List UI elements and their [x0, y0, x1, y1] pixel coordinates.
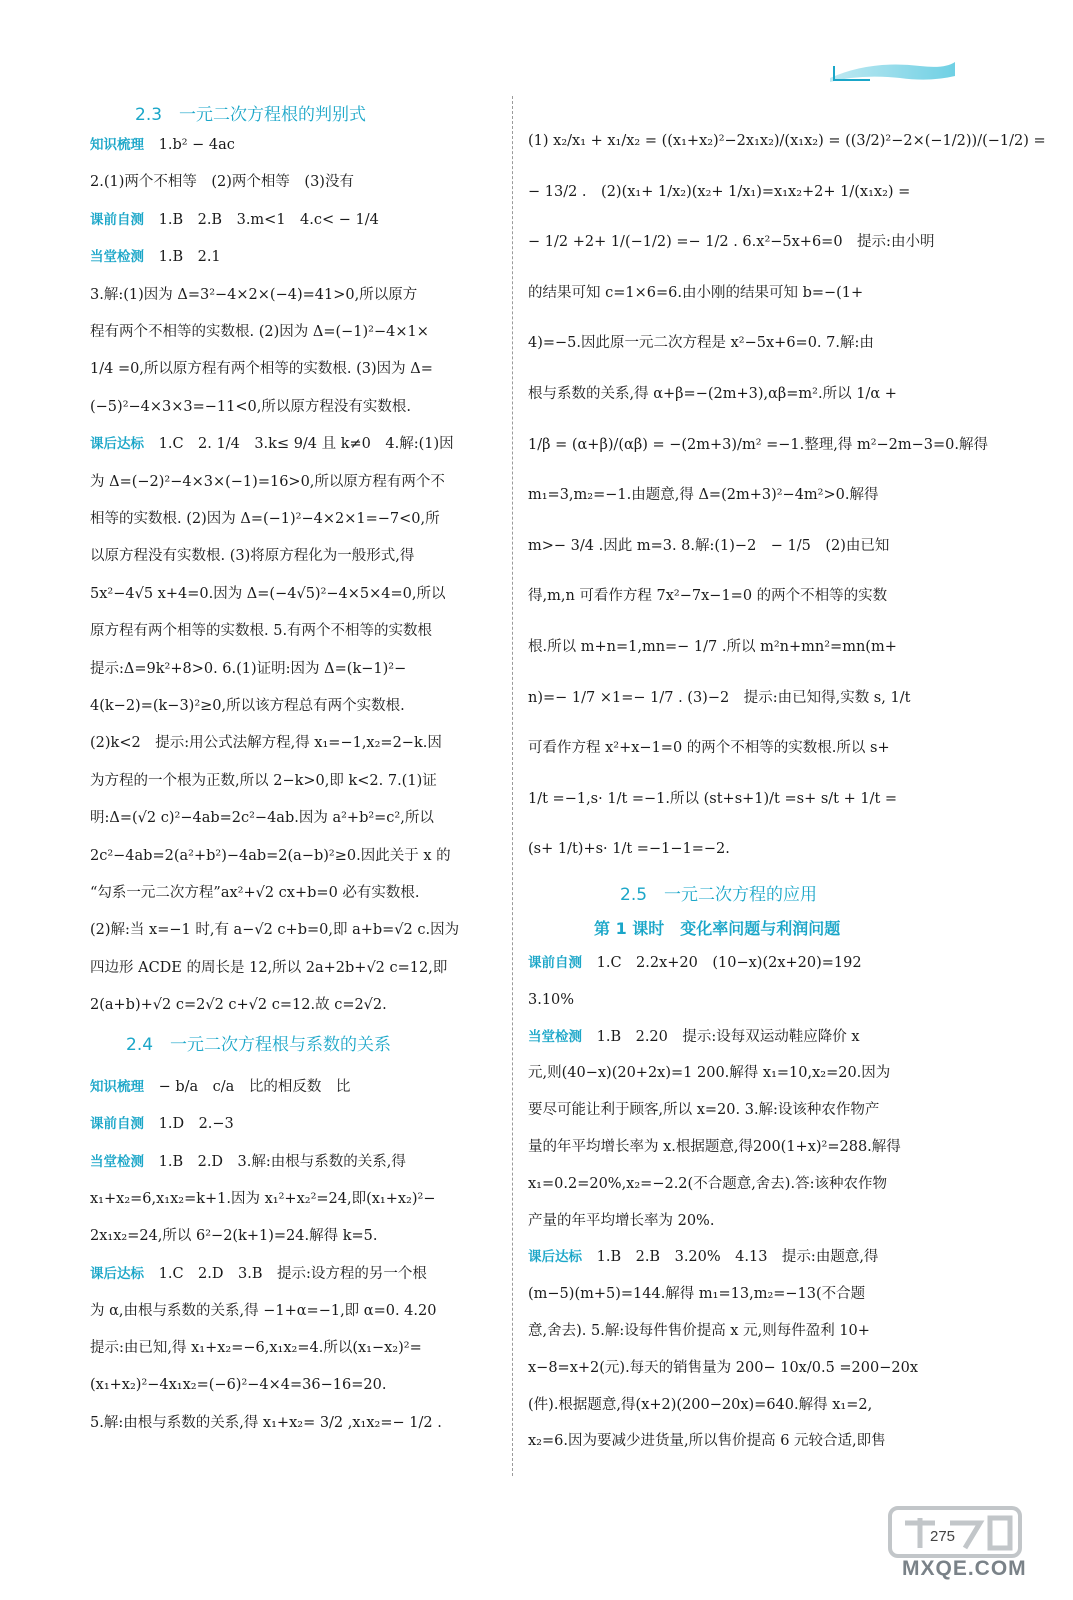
- watermark-text: MXQE.COM: [902, 1557, 1027, 1580]
- answer-line: [90, 1374, 386, 1396]
- answer-text: 提示:由已知,得 x₁+x₂=−6,x₁x₂=4.所以(x₁−x₂)²=: [90, 1340, 422, 1357]
- answer-text: “勾系一元二次方程”ax²+√2 cx+b=0 必有实数根.: [90, 885, 420, 901]
- answer-line: [90, 1300, 436, 1322]
- answer-text: m>− 3/4 .因此 m=3. 8.解:(1)−2 − 1/5 (2)由已知: [528, 537, 890, 554]
- answer-text: 明:Δ=(√2 c)²−4ab=2c²−4ab.因为 a²+b²=c²,所以: [90, 810, 434, 827]
- answer-line: [528, 130, 1046, 152]
- answer-line: [90, 1225, 378, 1247]
- answer-text: 1.B 2.D 3.解:由根与系数的关系,得: [154, 1153, 406, 1170]
- section-tag: 知识梳理: [90, 1079, 144, 1095]
- answer-text: 为方程的一个根为正数,所以 2−k>0,即 k<2. 7.(1)证: [90, 772, 437, 789]
- answer-text: x−8=x+2(元).每天的销售量为 200− 10x/0.5 =200−20x: [528, 1359, 919, 1376]
- answer-text: 2(a+b)+√2 c=2√2 c+√2 c=12.故 c=2√2.: [90, 997, 387, 1014]
- answer-line: [90, 1113, 234, 1135]
- answer-line: [528, 737, 890, 759]
- answer-line: [90, 321, 429, 343]
- answer-line: [90, 171, 354, 193]
- answer-text: 1.D 2.−3: [154, 1116, 234, 1133]
- answer-text: (x₁+x₂)²−4x₁x₂=(−6)²−4×4=36−16=20.: [90, 1377, 387, 1394]
- answer-text: 提示:Δ=9k²+8>0. 6.(1)证明:因为 Δ=(k−1)²−: [90, 660, 407, 677]
- answer-text: 1/β = (α+β)/(αβ) = −(2m+3)/m² =−1.整理,得 m²−2m−3=0.解得: [528, 436, 989, 453]
- answer-line: [90, 882, 420, 904]
- answer-text: 3.10%: [528, 991, 575, 1008]
- answer-line: [90, 246, 221, 268]
- answer-text: 根.所以 m+n=1,mn=− 1/7 .所以 m²n+mn²=mn(m+: [528, 639, 897, 655]
- answer-text: 量的年平均增长率为 x.根据题意,得200(1+x)²=288.解得: [528, 1139, 901, 1155]
- answer-text: 根与系数的关系,得 α+β=−(2m+3),αβ=m².所以 1/α +: [528, 386, 897, 402]
- answer-line: [90, 1151, 406, 1173]
- answer-text: 元,则(40−x)(20+2x)=1 200.解得 x₁=10,x₂=20.因为: [528, 1065, 891, 1082]
- answer-line: [528, 1283, 865, 1305]
- answer-line: [90, 134, 235, 156]
- answer-text: 1.C 2. 1/4 3.k≤ 9/4 且 k≠0 4.解:(1)因: [154, 436, 454, 453]
- answer-line: [90, 358, 433, 380]
- answer-line: [528, 1394, 872, 1416]
- answer-line: [528, 687, 910, 709]
- page-number: 275: [930, 1528, 956, 1545]
- section-title-2-5: 2.5 一元二次方程的应用: [620, 885, 818, 905]
- answer-line: [90, 508, 440, 530]
- section-tag: 课前自测: [528, 955, 582, 971]
- answer-text: 1.C 2.2x+20 (10−x)(2x+20)=192: [592, 955, 862, 971]
- answer-text: 5.解:由根与系数的关系,得 x₁+x₂= 3/2 ,x₁x₂=− 1/2 .: [90, 1414, 442, 1431]
- answer-line: [90, 732, 442, 754]
- answer-line: [90, 209, 379, 231]
- answer-text: 1.B 2.B 3.20% 4.13 提示:由题意,得: [592, 1249, 879, 1266]
- answer-line: [90, 1337, 422, 1359]
- answer-text: 1.C 2.D 3.B 提示:设方程的另一个根: [154, 1265, 427, 1282]
- answer-line: [90, 583, 446, 605]
- answer-text: 程有两个不相等的实数根. (2)因为 Δ=(−1)²−4×1×: [90, 324, 429, 340]
- answer-text: (1) x₂/x₁ + x₁/x₂ = ((x₁+x₂)²−2x₁x₂)/(x₁x₂) = ((3/2)²−2×(−1/2))/(−1/2) =: [528, 133, 1046, 149]
- section-title-2-4: 2.4 一元二次方程根与系数的关系: [126, 1035, 392, 1055]
- section-tag: 课后达标: [528, 1249, 582, 1266]
- answer-text: x₁=0.2=20%,x₂=−2.2(不合题意,舍去).答:该种农作物: [528, 1175, 887, 1192]
- answer-line: [528, 1357, 918, 1379]
- answer-text: 2c²−4ab=2(a²+b²)−4ab=2(a−b)²≥0.因此关于 x 的: [90, 847, 451, 864]
- answer-text: 4)=−5.因此原一元二次方程是 x²−5x+6=0. 7.解:由: [528, 335, 874, 352]
- answer-line: [528, 585, 887, 607]
- answer-line: [528, 788, 897, 810]
- answer-line: [528, 1026, 860, 1048]
- answer-text: 为 Δ=(−2)²−4×3×(−1)=16>0,所以原方程有两个不: [90, 473, 445, 490]
- section-tag: 当堂检测: [90, 249, 144, 266]
- answer-text: 原方程有两个相等的实数根. 5.有两个不相等的实数根: [90, 623, 433, 640]
- answer-line: [528, 181, 910, 203]
- answer-text: 2x₁x₂=24,所以 6²−2(k+1)=24.解得 k=5.: [90, 1228, 378, 1245]
- answer-line: [90, 284, 417, 306]
- answer-text: 1.B 2.B 3.m<1 4.c< − 1/4: [154, 211, 379, 228]
- answer-line: [90, 658, 406, 680]
- answer-text: 1.B 2.1: [154, 249, 221, 266]
- lesson-title: 第 1 课时 变化率问题与利润问题: [594, 919, 841, 938]
- answer-line: [90, 695, 405, 717]
- answer-text: (m−5)(m+5)=144.解得 m₁=13,m₂=−13(不合题: [528, 1286, 866, 1303]
- answer-line: [90, 919, 459, 941]
- answer-text: 1/4 =0,所以原方程有两个相等的实数根. (3)因为 Δ=: [90, 361, 433, 378]
- answer-line: [528, 636, 897, 658]
- answer-text: 产量的年平均增长率为 20%.: [528, 1212, 715, 1229]
- answer-line: [90, 994, 387, 1016]
- answer-line: [528, 838, 730, 860]
- answer-line: [528, 332, 874, 354]
- answer-line: [90, 957, 447, 979]
- section-title-2-3: 2.3 一元二次方程根的判别式: [135, 105, 367, 125]
- answer-line: [528, 383, 897, 405]
- answer-line: [90, 545, 414, 567]
- answer-line: [528, 1320, 870, 1342]
- answer-line: [528, 484, 878, 506]
- answer-line: [528, 535, 889, 557]
- answer-text: − 1/2 +2+ 1/(−1/2) =− 1/2 . 6.x²−5x+6=0 提示:由小明: [528, 234, 935, 251]
- answer-line: [90, 396, 411, 418]
- column-divider: [512, 96, 513, 1476]
- answer-text: (−5)²−4×3×3=−11<0,所以原方程没有实数根.: [90, 398, 411, 415]
- answer-line: [528, 1173, 887, 1195]
- section-tag: 课后达标: [90, 1265, 144, 1282]
- answer-text: 1.B 2.20 提示:设每双运动鞋应降价 x: [592, 1028, 860, 1045]
- answer-text: 可看作方程 x²+x−1=0 的两个不相等的实数根.所以 s+: [528, 740, 890, 757]
- section-tag: 课前自测: [90, 211, 144, 228]
- answer-line: [528, 1136, 901, 1158]
- answer-text: 以原方程没有实数根. (3)将原方程化为一般形式,得: [90, 548, 415, 565]
- answer-text: m₁=3,m₂=−1.由题意,得 Δ=(2m+3)²−4m²>0.解得: [528, 487, 879, 504]
- answer-line: [90, 471, 445, 493]
- answer-text: 的结果可知 c=1×6=6.由小刚的结果可知 b=−(1+: [528, 284, 864, 301]
- answer-text: 2.(1)两个不相等 (2)两个相等 (3)没有: [90, 174, 354, 191]
- answer-line: [528, 1099, 879, 1121]
- answer-line: [528, 1210, 714, 1232]
- answer-text: 相等的实数根. (2)因为 Δ=(−1)²−4×2×1=−7<0,所: [90, 511, 440, 527]
- section-tag: 课前自测: [90, 1116, 144, 1133]
- answer-text: 5x²−4√5 x+4=0.因为 Δ=(−4√5)²−4×5×4=0,所以: [90, 585, 446, 602]
- answer-text: 4(k−2)=(k−3)²≥0,所以该方程总有两个实数根.: [90, 698, 405, 714]
- answer-line: [90, 620, 432, 642]
- answer-text: x₂=6.因为要减少进货量,所以售价提高 6 元较合适,即售: [528, 1433, 886, 1450]
- answer-text: (2)k<2 提示:用公式法解方程,得 x₁=−1,x₂=2−k.因: [90, 735, 442, 752]
- answer-text: 意,舍去). 5.解:设每件售价提高 x 元,则每件盈利 10+: [528, 1323, 870, 1339]
- answer-text: 1/t =−1,s· 1/t =−1.所以 (st+s+1)/t =s+ s/t + 1/t =: [528, 790, 898, 807]
- answer-line: [90, 807, 434, 829]
- section-tag: 当堂检测: [528, 1028, 582, 1045]
- section-tag: 当堂检测: [90, 1153, 144, 1170]
- answer-text: − b/a c/a 比的相反数 比: [154, 1079, 351, 1095]
- answer-line: [528, 1246, 878, 1268]
- answer-text: n)=− 1/7 ×1=− 1/7 . (3)−2 提示:由已知得,实数 s, 1/t: [528, 689, 911, 706]
- answer-line: [528, 989, 574, 1011]
- answer-text: 3.解:(1)因为 Δ=3²−4×2×(−4)=41>0,所以原方: [90, 286, 418, 303]
- section-tag: 知识梳理: [90, 137, 144, 153]
- answer-text: (s+ 1/t)+s· 1/t =−1−1=−2.: [528, 841, 730, 858]
- answer-text: 得,m,n 可看作方程 7x²−7x−1=0 的两个不相等的实数: [528, 588, 888, 605]
- answer-line: [90, 770, 437, 792]
- answer-line: [90, 1188, 436, 1210]
- answer-text: 为 α,由根与系数的关系,得 −1+α=−1,即 α=0. 4.20: [90, 1302, 437, 1319]
- answer-text: (件).根据题意,得(x+2)(200−20x)=640.解得 x₁=2,: [528, 1396, 873, 1413]
- answer-text: x₁+x₂=6,x₁x₂=k+1.因为 x₁²+x₂²=24,即(x₁+x₂)²−: [90, 1190, 436, 1207]
- left-column: [90, 0, 500, 1600]
- answer-line: [528, 434, 988, 456]
- answer-line: [528, 952, 862, 974]
- answer-line: [528, 1430, 886, 1452]
- section-tag: 课后达标: [90, 436, 144, 453]
- answer-text: 四边形 ACDE 的周长是 12,所以 2a+2b+√2 c=12,即: [90, 959, 448, 976]
- answer-text: (2)解:当 x=−1 时,有 a−√2 c+b=0,即 a+b=√2 c.因为: [90, 922, 460, 939]
- answer-text: 1.b² − 4ac: [154, 137, 235, 153]
- answer-line: [90, 1076, 350, 1098]
- answer-line: [90, 845, 451, 867]
- answer-line: [528, 231, 934, 253]
- answer-line: [90, 433, 454, 455]
- answer-line: [90, 1263, 427, 1285]
- answer-line: [528, 282, 863, 304]
- answer-text: − 13/2 . (2)(x₁+ 1/x₂)(x₂+ 1/x₁)=x₁x₂+2+ 1/(x₁x₂) =: [528, 183, 911, 200]
- answer-text: 要尽可能让利于顾客,所以 x=20. 3.解:设该种农作物产: [528, 1102, 880, 1119]
- answer-line: [528, 1062, 890, 1084]
- answer-line: [90, 1412, 442, 1434]
